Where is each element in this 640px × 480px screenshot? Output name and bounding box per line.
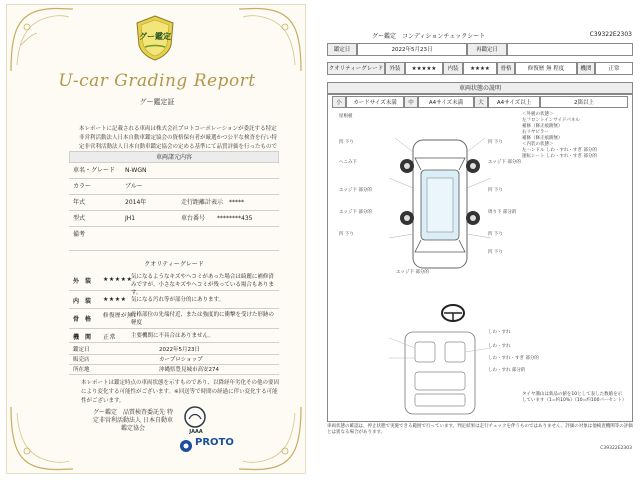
remark-line: 左ハンドル しわ・すれ・すぎ 部分的 (522, 148, 597, 153)
note-right-5: 凹 下り (488, 250, 503, 255)
ornament-corner (7, 403, 77, 473)
detail-label: 販売店 (73, 357, 90, 363)
note-edge-1: エッジ下 部分的 (339, 188, 372, 193)
legend-medium-desc: A4サイズ未満 (418, 96, 474, 108)
spec-row-type (69, 211, 279, 227)
exterior-label: 外装 (385, 62, 405, 75)
remark-line: 補修（修正痕跡無） (522, 124, 563, 129)
quality-row-engine (69, 329, 279, 343)
spec-value: ブルー (125, 183, 143, 190)
grade-label: クオリティーグレード (327, 62, 385, 75)
spec-label: 年式 (73, 199, 86, 206)
spec-label: 走行距離計表示 (181, 199, 224, 206)
note-interior-2: しわ・すれ (488, 344, 511, 349)
detail-row-dealer (69, 355, 279, 365)
detail-value: 沖縄県豊見城市高安274 (159, 367, 219, 373)
note-fender: 凹 下り (488, 140, 503, 145)
note-interior-3: しわ・すれ・すぎ 部分的 (488, 356, 539, 361)
quality-description: 気になる汚れ等が部分的にあります。 (131, 297, 225, 303)
quality-row-frame (69, 309, 279, 329)
quality-stars: ★★★★★ (103, 276, 133, 283)
ornament-corner (7, 5, 77, 75)
note-hood: 凹 下り (339, 140, 354, 145)
note-interior-1: しわ・すれ (488, 330, 511, 335)
car-top-view (385, 118, 495, 288)
legend-large: 大 (474, 96, 488, 108)
frame-value: 修復歴 無 程度 (515, 62, 577, 75)
exterior-stars: ★★★★★ (405, 62, 443, 75)
certificate-subtitle: グー鑑定証 (139, 98, 175, 106)
sheet-title: グー鑑定 コンディションチェックシート (372, 33, 486, 40)
reissue-label: 再鑑定日 (467, 43, 507, 56)
quality-label: 骨 格 (73, 316, 92, 323)
remark-line: ＜内装の状態＞ (522, 142, 554, 147)
quality-label: 機 関 (73, 334, 92, 341)
spec-label: 車名・グレード (73, 167, 116, 174)
diagram-title: 車両状態の説明 (327, 82, 633, 94)
note-interior-4: しわ・すれ 部分的 (488, 368, 526, 373)
reissue-value (507, 43, 633, 56)
quality-row-interior (69, 291, 279, 309)
spec-label: 車台番号 (181, 215, 206, 222)
spec-row-model (69, 163, 279, 179)
quality-description: 主要機関に不具合はありません。 (131, 333, 214, 339)
spec-label: カラー (73, 183, 92, 190)
note-left-2: 凹 下り (339, 232, 354, 237)
spec-label: 型式 (73, 215, 86, 222)
spec-row-color (69, 179, 279, 195)
tire-note: タイヤ溝山は新品の値を10として表した数値を示しています（1=約10%）（10=約100パーセント） (522, 392, 627, 403)
spec-value: ********435 (217, 215, 253, 222)
frame-label: 骨格 (497, 62, 515, 75)
interior-label: 内装 (443, 62, 463, 75)
report-title: U-car Grading Report (58, 71, 256, 91)
sheet-bottom-id: C39322E2303 (600, 446, 632, 451)
legend-multi: 2箇以上 (540, 96, 628, 108)
note-right-4: 周り下 部分的 (488, 210, 517, 215)
quality-row-exterior (69, 271, 279, 296)
spec-row-note (69, 227, 279, 251)
proto-logo-icon (179, 439, 193, 453)
quality-grade-title: クオリティーグレード (144, 261, 204, 268)
spec-value: ***** (229, 199, 244, 206)
engine-label: 機関 (577, 62, 595, 75)
grading-certificate (6, 4, 306, 474)
detail-value: 2022年5月23日 (159, 347, 200, 353)
note-bottom: エッジ下 部分的 (396, 270, 429, 275)
jaaa-label: JAAA (189, 429, 203, 435)
proto-brand: PROTO (195, 437, 234, 448)
legend-medium: 中 (404, 96, 418, 108)
spec-row-year (69, 195, 279, 211)
quality-description: 骨格部位の先端付近、または強度的に衝撃を受けた形跡の軽度 (131, 312, 275, 326)
remarks-list (522, 112, 626, 160)
spec-label: 備考 (73, 231, 86, 238)
quality-label: 内 装 (73, 298, 92, 305)
note-right-2: 凹 下り (488, 188, 503, 193)
remark-line: ＜外板の状態＞ (522, 112, 554, 117)
note-roof: 屋根板 (339, 114, 353, 119)
legend-small: 小 (332, 96, 346, 108)
legend-large-desc: A4サイズ以上 (488, 96, 540, 108)
quality-value: 正常 (103, 334, 117, 341)
interior-top-view (385, 328, 495, 418)
detail-row-address (69, 365, 279, 375)
detail-label: 所在地 (73, 367, 90, 373)
steering-wheel-icon (440, 302, 466, 324)
sheet-id: C39322E2303 (589, 31, 632, 38)
badge-label: グー鑑定 (139, 32, 171, 41)
spec-section-title: 車両諸元内容 (69, 151, 279, 163)
disclaimer: 車両状態の確認は、停止状態で実施できる範囲で行っています。判定結果は走行チェックを伴うものではありません。評価の対象は他検査機関等の評価とは異なる場合があります。 (327, 424, 633, 435)
spec-value: JH1 (125, 215, 136, 222)
spec-value: N-WGN (125, 167, 147, 174)
spec-value: 2014年 (125, 199, 147, 206)
quality-value: 修復歴が無い (103, 313, 140, 319)
note-right-3: 凹 下り (488, 232, 503, 237)
date-value: 2022年5月23日 (357, 43, 467, 56)
issuer-name: グー鑑定 品質検査委託先 特定非営利活動法人 日本自動車鑑定協会 (93, 409, 173, 432)
engine-value: 正常 (595, 62, 633, 75)
quality-label: 外 装 (73, 278, 92, 285)
ornament-corner (235, 403, 305, 473)
quality-stars: ★★★★ (103, 296, 127, 303)
remark-line: 左フロントインサイドパネル (522, 118, 580, 123)
quality-description: 気になるようなキズやヘコミがあった場合は綺麗に補修済みですが、小さなキズやヘコミが残っている場合もあります。 (131, 274, 274, 296)
note-right-1: エッジ下 部分的 (488, 160, 521, 165)
note-left-1: へこみ下 (339, 160, 357, 165)
goo-kantei-badge (135, 15, 175, 61)
jaaa-logo-icon (183, 405, 207, 429)
note-edge-2: エッジ下 部分的 (339, 210, 372, 215)
certificate-footer-note: 本レポートは鑑定時点の車両状態を示すものであり、以降経年劣化その他の要因により変化する可能性がございます。※回送等で時間の経過に伴い変化する可能性がございます。 (81, 380, 280, 404)
legend-small-desc: カードサイズ未満 (346, 96, 404, 108)
remark-line: 運転シート しわ・すれ・すぎ 部分的 (522, 154, 597, 159)
detail-row-date (69, 345, 279, 355)
ornament-corner (235, 5, 305, 75)
detail-label: 鑑定日 (73, 347, 90, 353)
certificate-intro: 本レポートに記載される車両は株式会社プロトコーポレーションが委託する特定非営利活動法人日本自動車鑑定協会の資格保有者が厳選かつ公平な検査を行い特定非営利活動法人日本自動車鑑定協会の定める基準にて品質評価を行ったもので (79, 126, 278, 150)
remark-line: 補修（修正痕跡無） (522, 136, 563, 141)
remark-line: 右リヤピラー (522, 130, 549, 135)
date-label: 鑑定日 (327, 43, 357, 56)
detail-value: カープロショップ (159, 357, 203, 363)
interior-stars: ★★★★ (463, 62, 497, 75)
